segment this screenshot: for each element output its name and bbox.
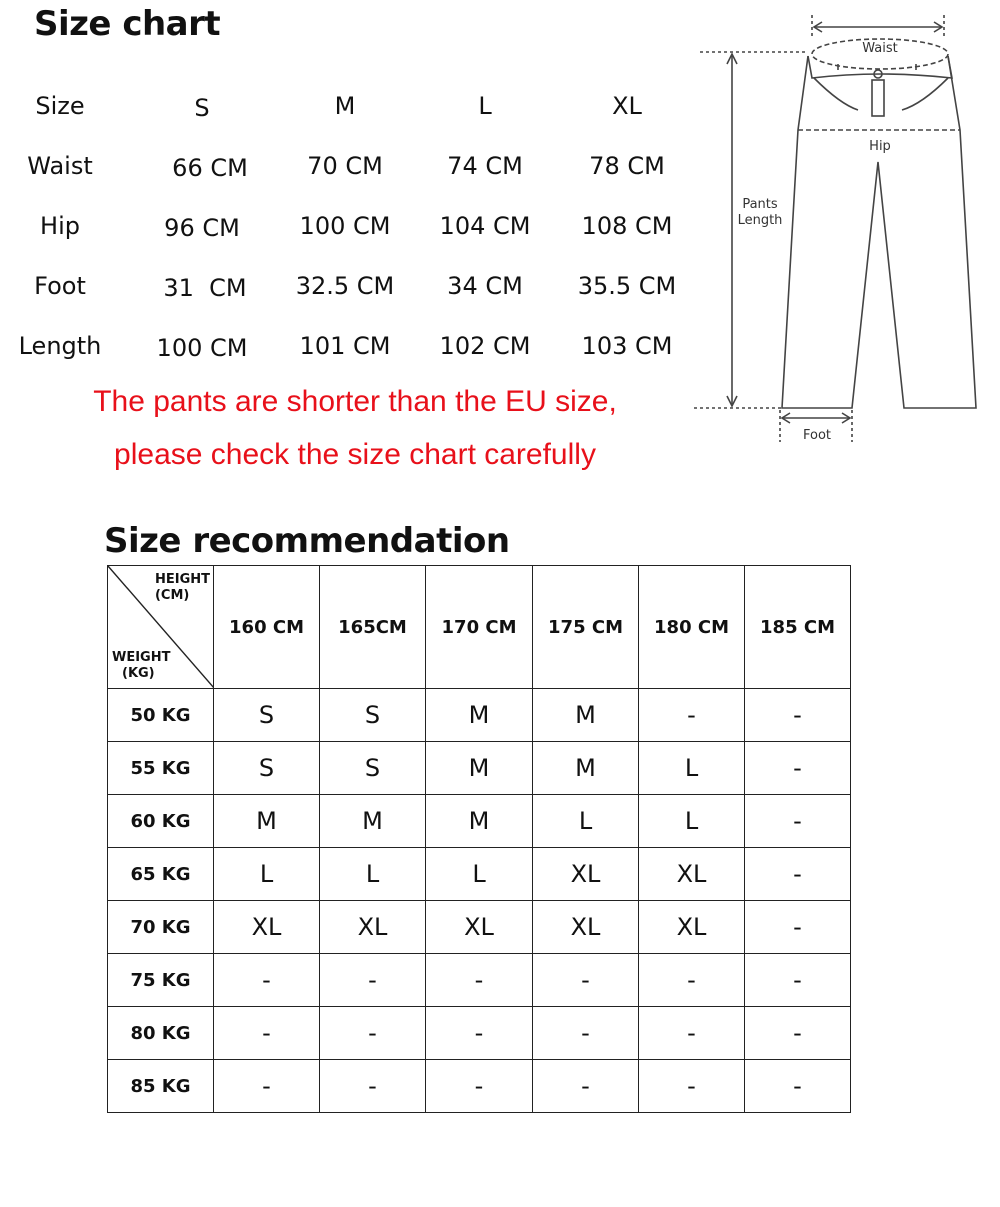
size-cell: - — [533, 1060, 639, 1113]
diagram-pants-length-label-1: Pants — [742, 197, 778, 212]
size-cell: M — [426, 795, 533, 848]
size-cell: - — [745, 848, 851, 901]
foot-m: 32.5 CM — [295, 272, 395, 300]
size-cell: - — [533, 954, 639, 1007]
waist-l: 74 CM — [447, 152, 523, 180]
size-cell: - — [745, 1060, 851, 1113]
size-cell: L — [639, 795, 745, 848]
height-header-165: 165CM — [320, 566, 426, 689]
size-cell: - — [745, 901, 851, 954]
size-cell: - — [745, 1007, 851, 1060]
size-header-xl: XL — [612, 92, 642, 120]
height-header-175: 175 CM — [533, 566, 639, 689]
foot-xl: 35.5 CM — [577, 272, 677, 300]
height-header-160: 160 CM — [214, 566, 320, 689]
foot-l: 34 CM — [447, 272, 523, 300]
diagram-hip-label: Hip — [869, 139, 891, 154]
size-cell: - — [214, 1007, 320, 1060]
hip-m: 100 CM — [299, 212, 391, 240]
length-s: 100 CM — [156, 334, 248, 362]
weight-label: 80 KG — [108, 1007, 214, 1060]
size-cell: - — [745, 954, 851, 1007]
table-row — [108, 848, 851, 901]
size-cell: - — [639, 689, 745, 742]
diagram-foot-label: Foot — [802, 428, 832, 443]
size-cell: L — [214, 848, 320, 901]
table-row — [108, 901, 851, 954]
size-cell: M — [426, 742, 533, 795]
foot-s: 31 CM — [163, 274, 247, 302]
size-cell: XL — [639, 901, 745, 954]
size-cell: - — [426, 1007, 533, 1060]
hip-s: 96 CM — [164, 214, 240, 242]
size-cell: - — [320, 1007, 426, 1060]
size-header-label: Size — [35, 92, 85, 120]
length-l: 102 CM — [439, 332, 531, 360]
row-label-foot: Foot — [34, 272, 86, 300]
corner-weight-label: WEIGHT (KG) — [112, 650, 171, 681]
size-cell: XL — [426, 901, 533, 954]
diagram-pants-length-label-2: Length — [737, 213, 783, 228]
size-cell: M — [214, 795, 320, 848]
size-cell: - — [745, 742, 851, 795]
table-row — [108, 689, 851, 742]
table-row — [108, 954, 851, 1007]
size-cell: - — [745, 689, 851, 742]
table-row — [108, 742, 851, 795]
weight-label: 65 KG — [108, 848, 214, 901]
size-cell: M — [533, 689, 639, 742]
size-cell: M — [426, 689, 533, 742]
size-cell: - — [426, 954, 533, 1007]
size-cell: - — [320, 954, 426, 1007]
size-cell: - — [533, 1007, 639, 1060]
corner-height-label: HEIGHT (CM) — [154, 572, 210, 603]
size-cell: S — [214, 742, 320, 795]
length-m: 101 CM — [299, 332, 391, 360]
weight-label: 60 KG — [108, 795, 214, 848]
table-row — [108, 1007, 851, 1060]
size-cell: L — [533, 795, 639, 848]
size-cell: S — [320, 742, 426, 795]
pants-measurement-diagram — [690, 12, 990, 452]
size-cell: M — [533, 742, 639, 795]
size-cell: L — [639, 742, 745, 795]
pants-illustration — [690, 12, 990, 452]
waist-xl: 78 CM — [589, 152, 665, 180]
size-warning-line-2: please check the size chart carefully — [114, 438, 596, 471]
weight-label: 75 KG — [108, 954, 214, 1007]
size-cell: - — [214, 1060, 320, 1113]
size-cell: M — [320, 795, 426, 848]
size-cell: - — [214, 954, 320, 1007]
height-header-185: 185 CM — [745, 566, 851, 689]
size-warning-line-1: The pants are shorter than the EU size, — [93, 385, 617, 418]
weight-label: 70 KG — [108, 901, 214, 954]
corner-header-cell — [108, 566, 214, 689]
size-chart-title: Size chart — [34, 4, 221, 44]
table-row — [108, 795, 851, 848]
size-cell: L — [320, 848, 426, 901]
size-recommendation-table — [107, 565, 851, 1113]
size-cell: - — [745, 795, 851, 848]
size-recommendation-title: Size recommendation — [104, 521, 510, 561]
height-header-170: 170 CM — [426, 566, 533, 689]
size-cell: S — [320, 689, 426, 742]
size-cell: XL — [639, 848, 745, 901]
row-label-length: Length — [18, 332, 102, 360]
row-label-hip: Hip — [40, 212, 80, 240]
size-header-m: M — [334, 92, 356, 120]
row-label-waist: Waist — [27, 152, 93, 180]
size-cell: L — [426, 848, 533, 901]
waist-m: 70 CM — [307, 152, 383, 180]
hip-xl: 108 CM — [581, 212, 673, 240]
size-cell: XL — [214, 901, 320, 954]
size-cell: XL — [320, 901, 426, 954]
size-cell: - — [639, 1007, 745, 1060]
size-header-s: S — [194, 94, 210, 122]
waist-s: 66 CM — [172, 154, 248, 182]
size-cell: S — [214, 689, 320, 742]
height-header-180: 180 CM — [639, 566, 745, 689]
table-header-row — [108, 566, 851, 689]
size-cell: - — [639, 1060, 745, 1113]
size-cell: - — [426, 1060, 533, 1113]
size-cell: - — [639, 954, 745, 1007]
weight-label: 50 KG — [108, 689, 214, 742]
size-header-l: L — [478, 92, 492, 120]
weight-label: 55 KG — [108, 742, 214, 795]
diagram-waist-label: Waist — [862, 41, 898, 56]
size-cell: XL — [533, 901, 639, 954]
length-xl: 103 CM — [581, 332, 673, 360]
size-cell: XL — [533, 848, 639, 901]
weight-label: 85 KG — [108, 1060, 214, 1113]
hip-l: 104 CM — [439, 212, 531, 240]
size-cell: - — [320, 1060, 426, 1113]
table-row — [108, 1060, 851, 1113]
